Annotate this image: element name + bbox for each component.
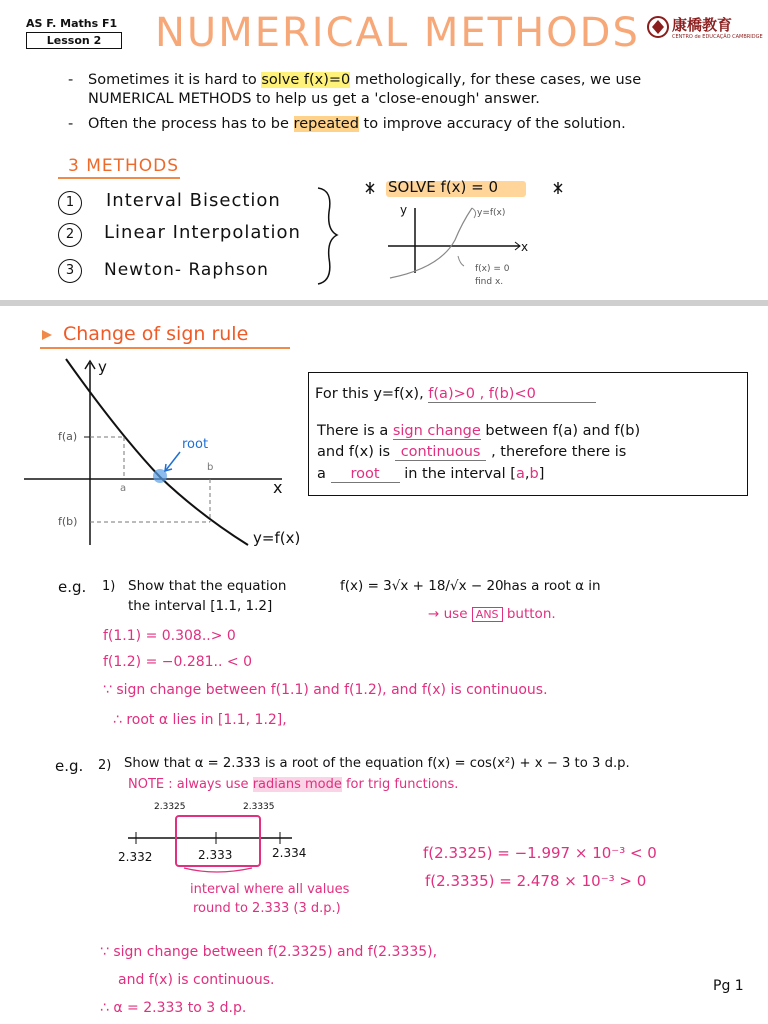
b-label: b [207, 462, 214, 473]
work-line-3: ∵ sign change between f(1.1) and f(1.2), and f(x) is continuous. [103, 682, 548, 698]
ans-key: ANS [472, 607, 503, 622]
tick-label: 2.3335 [243, 802, 275, 812]
root-label: root [182, 437, 209, 452]
conclusion-3: ∴ α = 2.333 to 3 d.p. [100, 1000, 247, 1016]
page-number: Pg 1 [713, 978, 744, 994]
curly-brace-icon [313, 186, 343, 286]
example-question: Show that the equation [128, 578, 287, 594]
graph-x-label: x [521, 240, 529, 254]
a-label: a [120, 483, 127, 494]
logo-text: 康橋教育 [672, 16, 733, 34]
rule-line-4: a root in the interval [a,b] [317, 466, 545, 482]
example-question: Show that α = 2.333 is a root of the equation f(x) = cos(x²) + x − 3 to 3 d.p. [124, 756, 630, 771]
note-text: NOTE : always use radians mode for trig functions. [128, 777, 459, 792]
solve-heading: SOLVE f(x) = 0 [388, 178, 499, 196]
methods-title: 3 METHODS [68, 156, 180, 176]
graph-y-label: y [400, 203, 408, 217]
title-underline [40, 347, 290, 349]
method-item: Newton- Raphson [104, 260, 269, 280]
triangle-bullet-icon [40, 328, 54, 342]
lesson-label: Lesson 2 [26, 32, 122, 49]
method-item: Interval Bisection [106, 190, 281, 211]
fb-label: f(b) [58, 515, 78, 528]
conclusion-1: ∵ sign change between f(2.3325) and f(2.3335), [100, 944, 438, 960]
solve-graph [360, 178, 580, 298]
logo-subtext: CENTRO de EDUCAÇÃO CAMBRIDGE [672, 34, 763, 40]
example-function: f(x) = 3√x + 18/√x − 20 [340, 578, 504, 594]
tick-label: 2.334 [272, 846, 307, 860]
tick-label: 2.332 [118, 850, 153, 864]
method-number: 1 [58, 191, 82, 215]
example-number: 1) [102, 579, 116, 594]
result-2: f(2.3335) = 2.478 × 10⁻³ > 0 [425, 872, 647, 890]
axis-x-label: x [273, 478, 283, 497]
fa-label: f(a) [58, 430, 78, 443]
example-label: e.g. [55, 757, 84, 775]
work-line-1: f(1.1) = 0.308..> 0 [103, 628, 236, 644]
example-interval: the interval [1.1, 1.2] [128, 598, 273, 614]
bullet-dash: - [68, 72, 74, 88]
rule-line-2: There is a sign change between f(a) and f(b) [317, 423, 641, 439]
method-number: 3 [58, 259, 82, 283]
interval-note: round to 2.333 (3 d.p.) [193, 901, 341, 916]
example-number: 2) [98, 758, 112, 773]
graph-note-2: find x. [475, 277, 504, 287]
tick-label: 2.3325 [154, 802, 186, 812]
intro-bullet-1: Sometimes it is hard to solve f(x)=0 methologically, for these cases, we use NUMERICAL METHODS to help us get a 'close-enough' answer. [88, 72, 642, 107]
result-1: f(2.3325) = −1.997 × 10⁻³ < 0 [423, 844, 657, 862]
interval-note: interval where all values [190, 882, 350, 897]
axis-y-label: y [98, 358, 107, 376]
section-title: Change of sign rule [63, 323, 249, 345]
method-number: 2 [58, 223, 82, 247]
methods-underline [58, 177, 180, 179]
graph-note-1: f(x) = 0 [475, 264, 510, 274]
example-label: e.g. [58, 578, 87, 596]
school-logo-icon [646, 14, 670, 42]
rule-line-1: For this y=f(x), f(a)>0 , f(b)<0 [315, 386, 596, 402]
work-line-2: f(1.2) = −0.281.. < 0 [103, 654, 252, 670]
course-label: AS F. Maths F1 [26, 17, 118, 30]
page-title: NUMERICAL METHODS [155, 10, 640, 56]
work-line-4: ∴ root α lies in [1.1, 1.2], [113, 712, 287, 728]
curve-label: y=f(x) [253, 529, 301, 547]
intro-bullet-2: Often the process has to be repeated to improve accuracy of the solution. [88, 116, 626, 132]
section-divider [0, 300, 768, 306]
tick-label: 2.333 [198, 848, 233, 862]
method-item: Linear Interpolation [104, 222, 301, 243]
example-question-b: has a root α in [503, 578, 601, 594]
graph-curve-label: y=f(x) [477, 208, 506, 218]
bullet-dash: - [68, 116, 74, 132]
hint-text: → use ANS button. [428, 606, 556, 622]
rule-line-3: and f(x) is continuous , therefore there is [317, 444, 627, 460]
conclusion-2: and f(x) is continuous. [118, 972, 275, 988]
